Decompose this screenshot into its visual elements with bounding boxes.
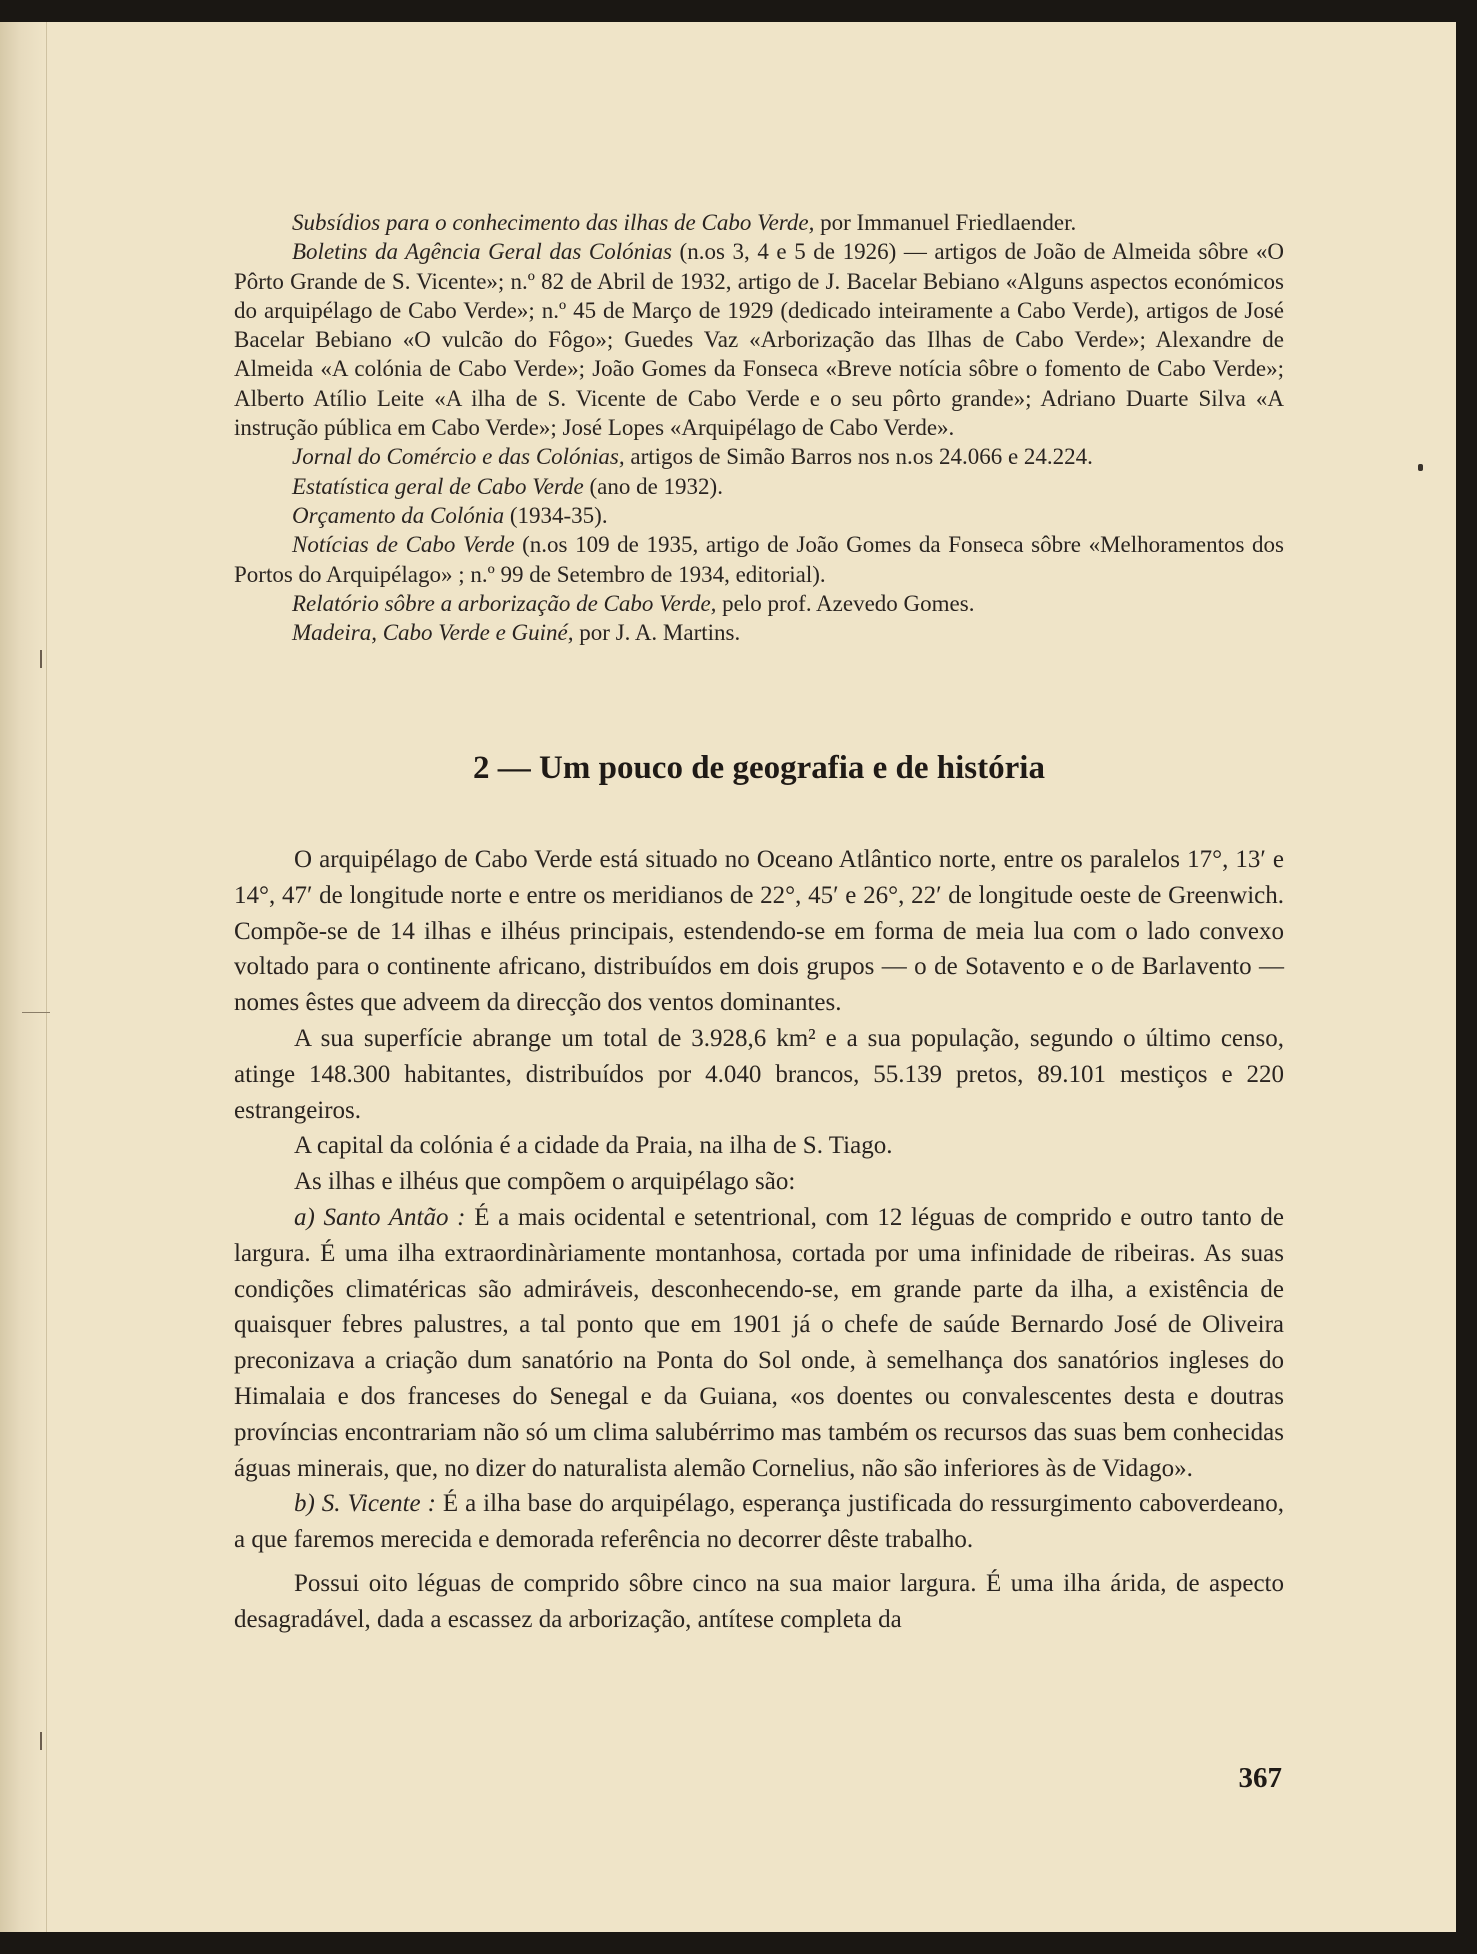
- bibliography-title: Subsídios para o conhecimento das ilhas de Cabo Verde,: [292, 210, 815, 235]
- binding-fold-mark: [40, 1732, 42, 1750]
- bibliography-detail: (1934-35).: [504, 502, 608, 528]
- bibliography-entry: [234, 208, 1284, 237]
- island-label: b) S. Vicente :: [294, 1490, 436, 1518]
- binding-fold-mark: [40, 650, 42, 668]
- bibliography-detail: (n.os 109 de 1935, artigo de João Gomes da Fonseca sôbre «Melhoramentos dos Portos do Arquipélago» ; n.º 99 de Setembro de 1934, editorial).: [234, 532, 1284, 587]
- paragraph: [234, 1200, 1284, 1486]
- bibliography-detail: por Immanuel Friedlaender.: [814, 210, 1077, 235]
- bibliography-list: [234, 208, 1284, 647]
- page-number: 367: [1238, 1762, 1282, 1794]
- paragraph: [234, 1486, 1284, 1558]
- bibliography-detail: (n.os 3, 4 e 5 de 1926) — artigos de João de Almeida sôbre «O Pôrto Grande de S. Vicente»; n.º 82 de Abril de 1932, artigo de J. Bacelar Bebiano «Alguns aspectos económicos do arquipélago de Cabo Verde»; n.º 45 de Março de 1929 (dedicado inteiramente a Cabo Verde), artigos de José Bacelar Bebiano «O vulcão do Fôgo»; Guedes Vaz «Arborização das Ilhas de Cabo Verde»; Alexandre de Almeida «A colónia de Cabo Verde»; João Gomes da Fonseca «Breve notícia sôbre o fomento de Cabo Verde»; Alberto Atílio Leite «A ilha de S. Vicente de Cabo Verde e o seu pôrto grande»; Adriano Duarte Silva «A instrução pública em Cabo Verde»; José Lopes «Arquipélago de Cabo Verde».: [234, 239, 1284, 441]
- page-binding-edge: [0, 22, 47, 1932]
- bibliography-entry: [234, 501, 1284, 530]
- island-label: a) Santo Antão :: [294, 1203, 466, 1231]
- bibliography-title: Notícias de Cabo Verde: [292, 532, 515, 558]
- bibliography-entry: [234, 530, 1284, 589]
- bibliography-detail: artigos de Simão Barros nos n.os 24.066 e 24.224.: [624, 444, 1093, 470]
- bibliography-detail: pelo prof. Azevedo Gomes.: [716, 590, 975, 616]
- bibliography-title: Orçamento da Colónia: [292, 502, 505, 528]
- bibliography-title: Estatística geral de Cabo Verde: [292, 473, 584, 499]
- binding-fold-mark: [22, 1012, 50, 1013]
- bibliography-title: Relatório sôbre a arborização de Cabo Verde,: [292, 590, 717, 616]
- section-heading: 2 — Um pouco de geografia e de história: [473, 750, 1045, 786]
- body-text: [234, 842, 1284, 1638]
- bibliography-title: Madeira, Cabo Verde e Guiné,: [292, 620, 574, 646]
- paragraph-text: É a mais ocidental e setentrional, com 12 léguas de comprido e outro tanto de largura. É uma ilha extraordinàriamente montanhosa, cortada por uma infinidade de ribeiras. As suas condições climatéricas são admiráveis, desconhecendo-se, em grande parte da ilha, a existência de quaisquer febres palustres, a tal ponto que em 1901 já o chefe de saúde Bernardo José de Oliveira preconizava a criação dum sanatório na Ponta do Sol onde, à semelhança dos sanatórios ingleses do Himalaia e dos franceses do Senegal e da Guiana, «os doentes ou convalescentes desta e doutras províncias encontrariam não só um clima salubérrimo mas também os recursos das suas bem conhecidas águas minerais, que, no dizer do naturalista alemão Cornelius, não são inferiores às de Vidago».: [234, 1203, 1284, 1482]
- bibliography-entry: [234, 237, 1284, 442]
- bibliography-title: Boletins da Agência Geral das Colónias: [292, 239, 672, 265]
- bibliography-entry: [234, 589, 1284, 618]
- paragraph-text: É a ilha base do arquipélago, esperança justificada do ressurgimento caboverdeano, a que faremos merecida e demorada referência no decorrer dêste trabalho.: [234, 1490, 1284, 1554]
- paragraph: Possui oito léguas de comprido sôbre cinco na sua maior largura. É uma ilha árida, de aspecto desagradável, dada a escassez da arborização, antítese completa da: [234, 1569, 1284, 1633]
- paragraph: As ilhas e ilhéus que compõem o arquipélago são:: [294, 1168, 796, 1196]
- bibliography-detail: (ano de 1932).: [583, 473, 723, 499]
- bibliography-title: Jornal do Comércio e das Colónias,: [292, 444, 625, 470]
- paragraph: A sua superfície abrange um total de 3.928,6 km² e a sua população, segundo o último censo, atinge 148.300 habitantes, distribuídos por 4.040 brancos, 55.139 pretos, 89.101 mestiços e 220 estrangeiros.: [234, 1024, 1284, 1124]
- bibliography-detail: por J. A. Martins.: [573, 620, 741, 646]
- paragraph: O arquipélago de Cabo Verde está situado no Oceano Atlântico norte, entre os paralelos 17°, 13′ e 14°, 47′ de longitude norte e entre os meridianos de 22°, 45′ e 26°, 22′ de longitude oeste de Greenwich. Compõe-se de 14 ilhas e ilhéus principais, estendendo-se em forma de meia lua com o lado convexo voltado para o continente africano, distribuídos em dois grupos — o de Sotavento e o de Barlavento — nomes êstes que adveem da direcção dos ventos dominantes.: [234, 846, 1284, 1017]
- bibliography-entry: [234, 618, 1284, 647]
- bibliography-entry: [234, 472, 1284, 501]
- bibliography-entry: [234, 442, 1284, 471]
- ink-speck: [1418, 464, 1423, 471]
- paragraph: A capital da colónia é a cidade da Praia, na ilha de S. Tiago.: [294, 1132, 893, 1160]
- book-page: [0, 22, 1456, 1932]
